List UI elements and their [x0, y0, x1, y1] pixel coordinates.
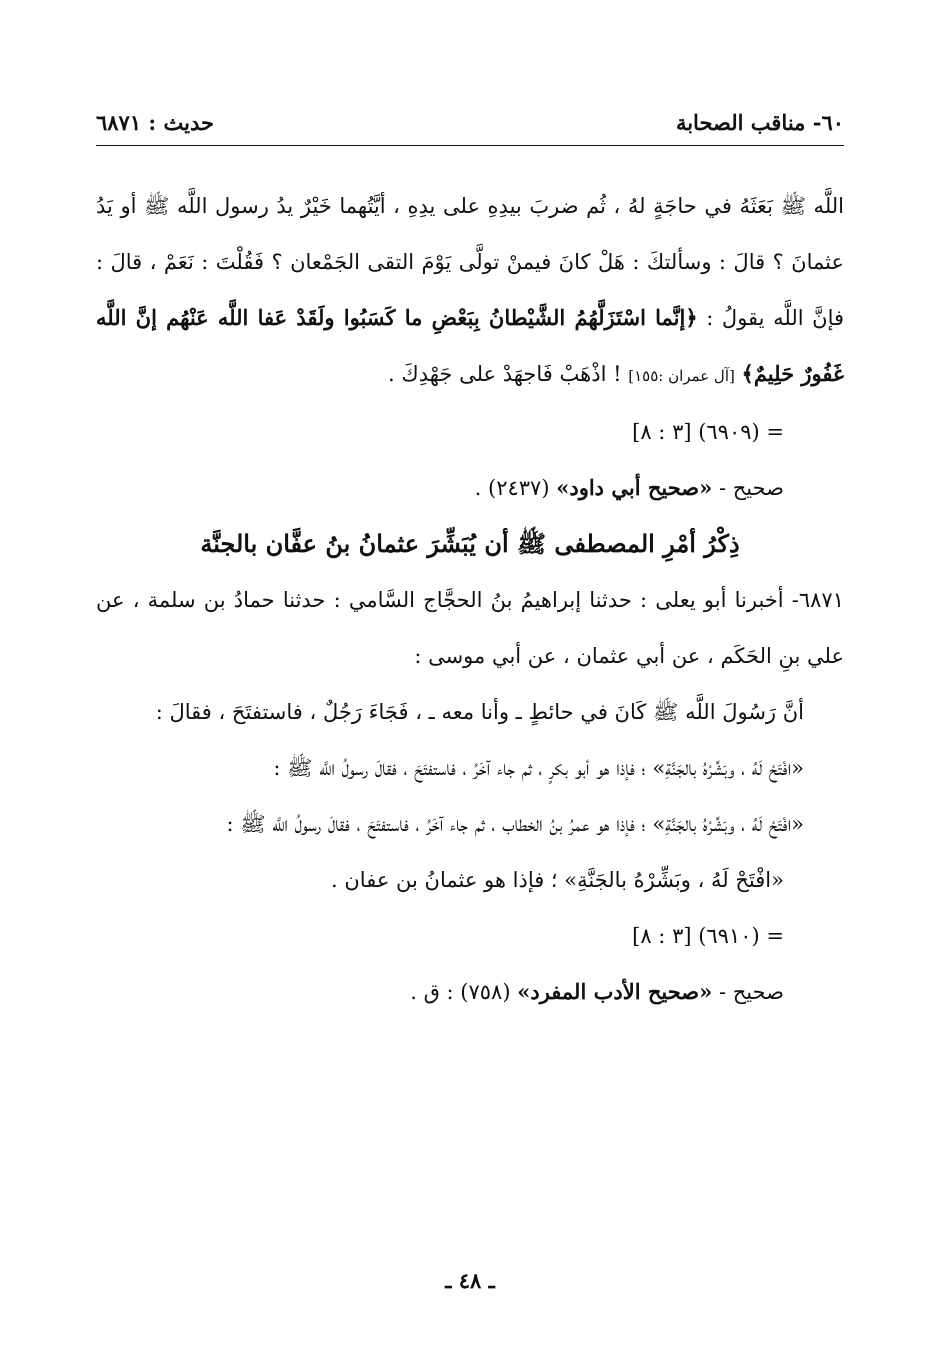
page-number: ـ ٤٨ ـ [445, 1268, 495, 1293]
grade-number: (٢٤٣٧) . [474, 476, 550, 500]
paragraph-text: اللَّه ﷺ بَعَثَهُ في حاجَةٍ لهُ ، ثُم ضربَ بيدِهِ على يدِهِ ، أيَّتُهما خَيْرٌ يدُ رسول اللَّه ﷺ أو يَدُ عثمانَ ؟ قالَ : وسألتكَ : هَلْ كانَ فيمنْ تولَّى يَوْمَ التقى الجَمْعان ؟ فَقُلْتَ : نَعَمْ ، قالَ : فإنَّ اللَّه يقولُ : [96, 194, 844, 330]
paragraph-text-end: ! اذْهَبْ فَاجهَدْ على جَهْدِكَ . [388, 362, 622, 386]
grade-book: «صحيح أبي داود» [556, 475, 713, 500]
hadith-text: «افْتَحْ لَهُ ، وبَشِّرْهُ بالجَنَّةِ» ؛ فإذا هو عمرُ بنُ الخطاب ، ثم جاء آخَرُ ، فاستفتَحَ ، فقالَ رسولُ اللَّه ﷺ : [226, 812, 804, 836]
chapter-title: ٦٠- مناقب الصحابة [675, 110, 844, 135]
hadith-chain: ٦٨٧١- أخبرنا أبو يعلى : حدثنا إبراهيمُ بنُ الحجَّاج السَّامي : حدثنا حمادُ بن سلمة ، عن علي بنِ الحَكَم ، عن أبي عثمان ، عن أبي موسى : [96, 588, 844, 668]
paragraph [96, 178, 844, 404]
header-rule [96, 145, 844, 146]
hadith-grade [96, 964, 844, 1020]
quran-reference: [آل عمران :١٥٥] [628, 367, 735, 385]
hadith-text: أنَّ رَسُولَ اللَّه ﷺ كَانَ في حائطٍ ـ وأنا معه ـ ، فَجَاءَ رَجُلٌ ، فاستفتَحَ ، فقالَ : [155, 700, 804, 724]
grade-label: صحيح - [718, 476, 784, 500]
page-body [96, 178, 844, 1020]
grade-label: صحيح - [718, 980, 784, 1004]
hadith-text: «افْتَحْ لَهُ ، وبَشِّرْهُ بالجَنَّةِ» ؛ فإذا هو أبو بكرٍ ، ثم جاء آخَرُ ، فاستفتَحَ ، فقالَ رسولُ اللَّه ﷺ : [273, 756, 804, 780]
grade-number: (٧٥٨) : ق . [410, 980, 511, 1004]
hadith-text: «افْتَحْ لَهُ ، وبَشِّرْهُ بالجَنَّةِ» ؛ فإذا هو عثمانُ بن عفان . [331, 868, 784, 892]
hadith-grade [96, 460, 844, 516]
page-header [96, 110, 844, 144]
cross-reference: = (٦٩١٠) [٣ : ٨] [632, 924, 784, 948]
quran-verse: ﴿إنَّما اسْتَزَلَّهُمُ الشَّيْطانُ بِبَعْضِ ما كَسَبُوا ولَقَدْ عَفا اللَّه عَنْهُم إنَّ اللَّه غَفُورٌ حَلِيمٌ﴾ [96, 305, 844, 386]
hadith-number: حديث : ٦٨٧١ [96, 110, 214, 135]
cross-reference: = (٦٩٠٩) [٣ : ٨] [632, 420, 784, 444]
section-title: ذِكْرُ أمْرِ المصطفى ﷺ أن يُبَشِّرَ عثمانُ بنُ عفَّان بالجنَّة [200, 529, 740, 558]
grade-book: «صحيح الأدب المفرد» [517, 979, 713, 1004]
